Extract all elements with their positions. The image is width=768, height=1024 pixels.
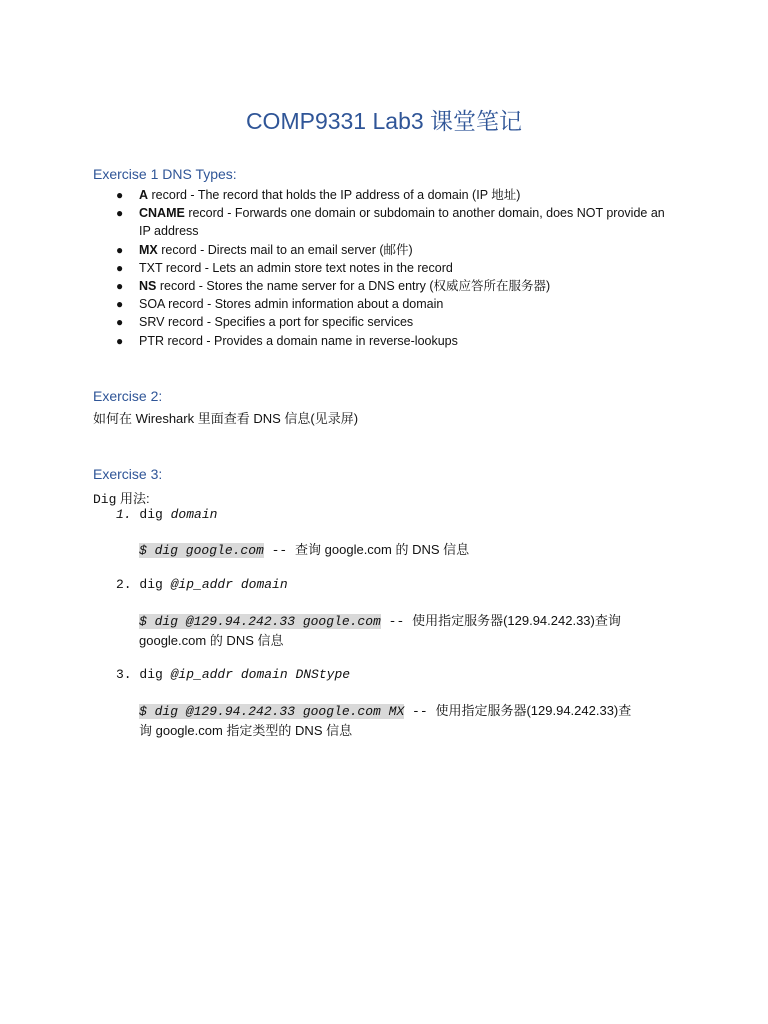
list-item: ● CNAME record - Forwards one domain or subdomain to another domain, does NOT provide an IP address (116, 206, 665, 239)
bullet-icon: ● (116, 188, 124, 202)
bullet-icon: ● (116, 260, 124, 275)
dig-usage-2: 2. dig @ip_addr domain (116, 577, 288, 592)
list-item: ● TXT record - Lets an admin store text notes in the record (116, 259, 676, 277)
list-item: ● MX record - Directs mail to an email server (邮件) (116, 241, 676, 259)
code-snippet: $ dig @129.94.242.33 google.com (139, 614, 381, 629)
list-item: ● PTR record - Provides a domain name in reverse-lookups (116, 332, 676, 350)
bullet-icon: ● (116, 297, 124, 312)
exercise-2-text: 如何在 Wireshark 里面查看 DNS 信息(见录屏) (93, 411, 359, 426)
list-item: ● SRV record - Specifies a port for specific services (116, 313, 676, 331)
code-snippet: $ dig google.com (139, 543, 264, 558)
bullet-icon: ● (116, 315, 124, 330)
dig-usage-1: 1. dig domain (116, 507, 218, 522)
dig-example-3: $ dig @129.94.242.33 google.com MX -- 使用指定服务器(129.94.242.33)查 询 google.com 指定类型的 DNS 信息 (139, 703, 632, 738)
dig-usage-3: 3. dig @ip_addr domain DNStype (116, 667, 351, 682)
code-snippet: $ dig @129.94.242.33 google.com MX (139, 704, 405, 719)
list-item: ● SOA record - Stores admin information about a domain (116, 295, 676, 313)
dns-types-list (116, 186, 676, 350)
list-item: ● A record - The record that holds the IP address of a domain (IP 地址) (116, 186, 676, 204)
exercise-2-heading: Exercise 2: (93, 388, 163, 404)
page-title: COMP9331 Lab3 课堂笔记 (245, 108, 523, 134)
bullet-icon: ● (116, 333, 124, 348)
dig-example-2: $ dig @129.94.242.33 google.com -- 使用指定服务器(129.94.242.33)查询 google.com 的 DNS 信息 (139, 613, 621, 648)
dig-example-1: $ dig google.com -- 查询 google.com 的 DNS 信息 (139, 542, 470, 558)
exercise-1-heading: Exercise 1 DNS Types: (93, 166, 237, 182)
exercise-3-intro: Dig 用法: (93, 491, 150, 507)
exercise-3-heading: Exercise 3: (93, 466, 163, 482)
bullet-icon: ● (116, 242, 124, 257)
list-item: ● NS record - Stores the name server for a DNS entry (权威应答所在服务器) (116, 277, 676, 295)
bullet-icon: ● (116, 206, 124, 221)
bullet-icon: ● (116, 279, 124, 294)
